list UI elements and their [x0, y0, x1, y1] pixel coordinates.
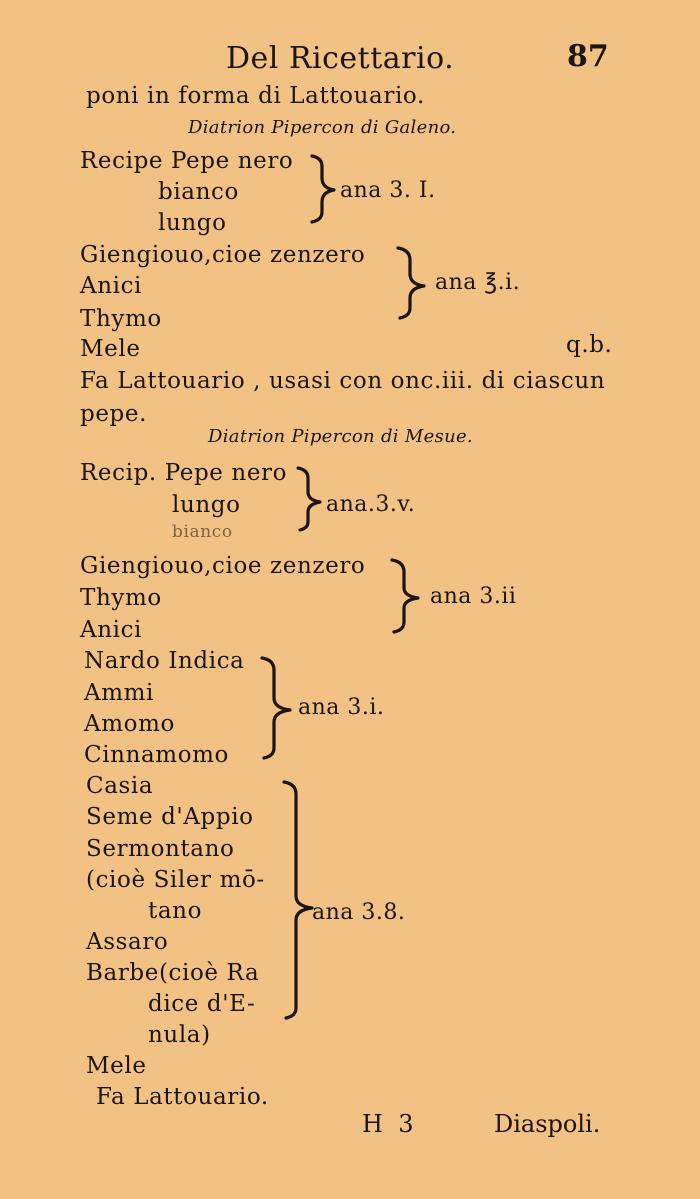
- ingredient-line: Amomo: [84, 711, 175, 737]
- dosage-label: ana 3.ii: [430, 584, 517, 609]
- ingredient-line: Assaro: [86, 929, 169, 955]
- instruction-line: Fa Lattouario , usasi con onc.iii. di ciascun: [80, 368, 606, 394]
- ingredient-line: Cinnamomo: [84, 742, 230, 768]
- ingredient-line: Thymo: [80, 585, 162, 611]
- ingredient-line: Thymo: [80, 306, 162, 332]
- ingredient-line: Recip. Pepe nero: [80, 460, 288, 486]
- catchword: Diaspoli.: [494, 1110, 601, 1138]
- dosage-label: ana.3.v.: [326, 492, 416, 517]
- ingredient-line: bianco: [158, 179, 239, 205]
- recipe-heading-mesue: Diatrion Pipercon di Mesue.: [208, 426, 473, 447]
- ingredient-line: nula): [148, 1022, 211, 1048]
- curly-brace: [398, 248, 424, 318]
- dosage-label: ana 3.8.: [312, 900, 406, 925]
- ingredient-line: bianco: [172, 522, 233, 542]
- dosage-label: ana ℥.i.: [435, 270, 521, 295]
- ingredient-line: Mele: [80, 336, 141, 362]
- ingredient-line: Barbe(cioè Ra: [86, 960, 260, 986]
- ingredient-line: Giengiouo,cioe zenzero: [80, 242, 366, 268]
- dosage-label: ana 3.i.: [298, 695, 385, 720]
- curly-brace: [298, 468, 320, 530]
- running-title: Del Ricettario.: [226, 41, 455, 76]
- curly-brace: [262, 658, 290, 758]
- instruction-line: pepe.: [80, 401, 147, 427]
- ingredient-line: Recipe Pepe nero: [80, 148, 294, 174]
- ingredient-line: Casia: [86, 773, 154, 799]
- quantity-note: q.b.: [566, 332, 613, 358]
- ingredient-line: (cioè Siler mō-: [86, 867, 265, 893]
- ingredient-line: lungo: [158, 210, 227, 236]
- instruction-line: Fa Lattouario.: [96, 1084, 269, 1110]
- page-number: 87: [567, 39, 609, 74]
- ingredient-line: Ammi: [84, 680, 154, 706]
- ingredient-line: Anici: [80, 617, 143, 643]
- curly-brace: [312, 156, 334, 222]
- dosage-label: ana 3. I.: [340, 178, 436, 203]
- curly-brace: [392, 560, 418, 632]
- intro-line: poni in forma di Lattouario.: [86, 83, 425, 109]
- curly-brace: [284, 782, 312, 1018]
- ingredient-line: Seme d'Appio: [86, 804, 254, 830]
- ingredient-line: lungo: [172, 492, 241, 518]
- signature-mark: H 3: [362, 1110, 414, 1138]
- ingredient-line: dice d'E-: [148, 991, 256, 1017]
- ingredient-line: Mele: [86, 1053, 147, 1079]
- ingredient-line: Nardo Indica: [84, 648, 245, 674]
- ingredient-line: Sermontano: [86, 836, 235, 862]
- recipe-heading-galeno: Diatrion Pipercon di Galeno.: [188, 117, 457, 138]
- ingredient-line: Giengiouo,cioe zenzero: [80, 553, 366, 579]
- ingredient-line: tano: [148, 898, 203, 924]
- ingredient-line: Anici: [80, 273, 143, 299]
